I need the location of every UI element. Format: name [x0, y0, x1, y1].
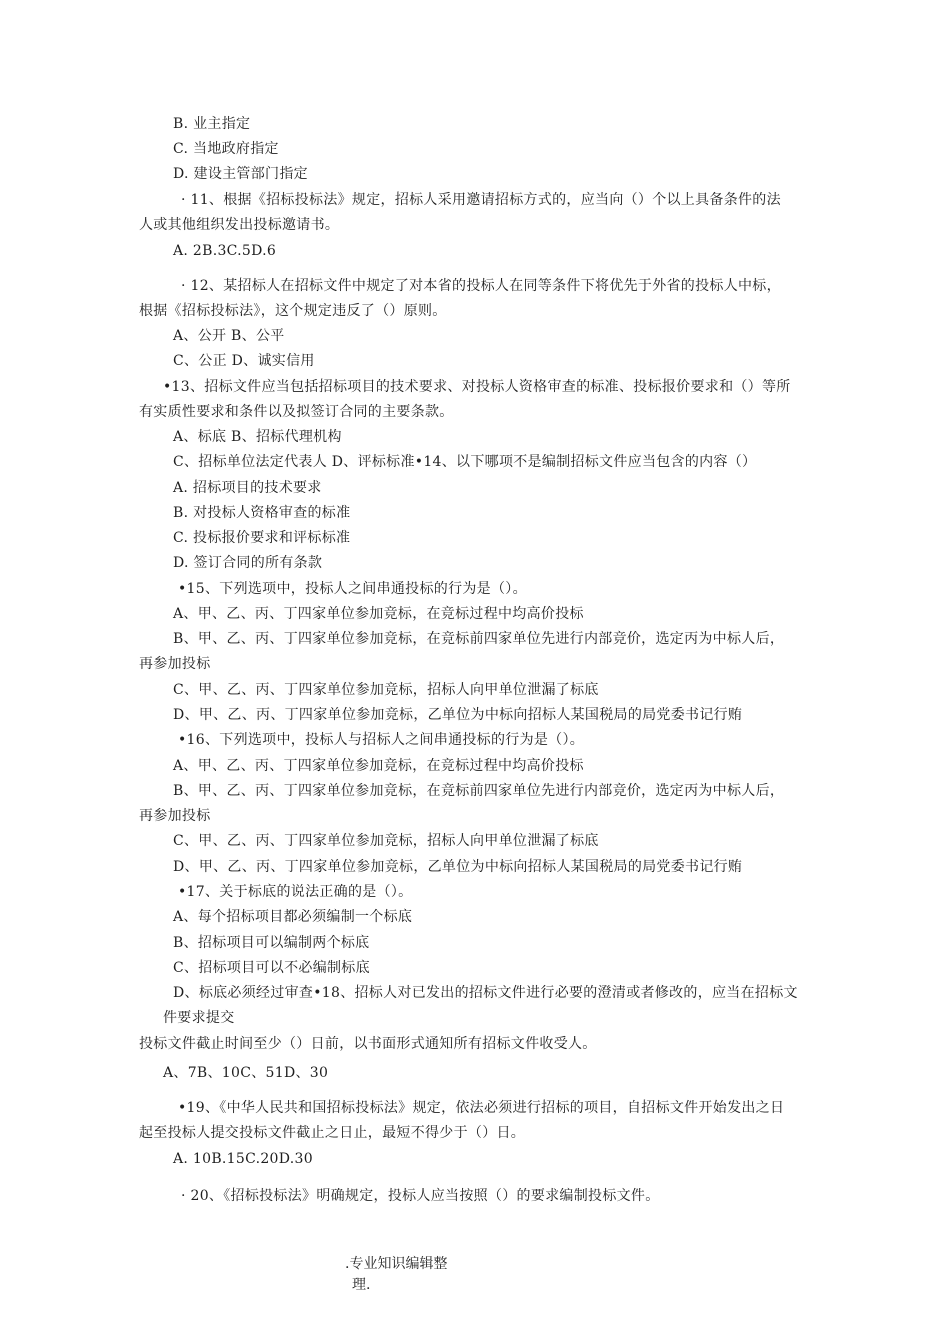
- text-line: A、每个招标项目都必须编制一个标底: [173, 909, 413, 925]
- text-line: A、甲、乙、丙、丁四家单位参加竞标，在竞标过程中均高价投标: [173, 758, 584, 774]
- text-line: 有实质性要求和条件以及拟签订合同的主要条款。: [139, 404, 454, 420]
- text-line: •15、下列选项中，投标人之间串通投标的行为是（）。: [178, 581, 527, 597]
- text-line: 投标文件截止时间至少（）日前，以书面形式通知所有招标文件收受人。: [139, 1036, 597, 1052]
- text-line: · 12、某招标人在招标文件中规定了对本省的投标人在同等条件下将优先于外省的投标人中标，: [181, 278, 781, 294]
- text-line: A、甲、乙、丙、丁四家单位参加竞标，在竞标过程中均高价投标: [173, 606, 584, 622]
- text-line: •16、下列选项中，投标人与招标人之间串通投标的行为是（）。: [178, 732, 585, 748]
- text-line: 再参加投标: [139, 656, 211, 672]
- text-line: D. 建设主管部门指定: [173, 166, 308, 182]
- text-line: A. 10B.15C.20D.30: [173, 1151, 313, 1167]
- text-line: 再参加投标: [139, 808, 211, 824]
- text-line: A. 2B.3C.5D.6: [173, 243, 277, 259]
- text-line: D. 签订合同的所有条款: [173, 555, 323, 571]
- text-line: A、公开 B、公平: [173, 328, 285, 344]
- text-line: C、招标项目可以不必编制标底: [173, 960, 370, 976]
- text-line: 人或其他组织发出投标邀请书。: [139, 217, 340, 233]
- text-line: C、公正 D、诚实信用: [173, 353, 315, 369]
- text-line: 件要求提交: [163, 1010, 235, 1026]
- text-line: B. 对投标人资格审查的标准: [173, 505, 351, 521]
- text-line: 起至投标人提交投标文件截止之日止，最短不得少于（）日。: [139, 1125, 526, 1141]
- text-line: B、甲、乙、丙、丁四家单位参加竞标，在竞标前四家单位先进行内部竞价，选定丙为中标人后，: [173, 783, 785, 799]
- text-line: C、甲、乙、丙、丁四家单位参加竞标，招标人向甲单位泄漏了标底: [173, 682, 599, 698]
- footer-text: 理.: [352, 1277, 371, 1293]
- text-line: C、招标单位法定代表人 D、评标标准•14、以下哪项不是编制招标文件应当包含的内容（）: [173, 454, 757, 470]
- text-line: B、招标项目可以编制两个标底: [173, 935, 370, 951]
- text-line: A. 招标项目的技术要求: [173, 480, 322, 496]
- text-line: B、甲、乙、丙、丁四家单位参加竞标，在竞标前四家单位先进行内部竞价，选定丙为中标人后，: [173, 631, 785, 647]
- text-line: C. 当地政府指定: [173, 141, 279, 157]
- text-line: •19、《中华人民共和国招标投标法》规定，依法必须进行招标的项目，自招标文件开始发出之日: [178, 1100, 785, 1116]
- text-line: A、标底 B、招标代理机构: [173, 429, 342, 445]
- text-line: •13、招标文件应当包括招标项目的技术要求、对投标人资格审查的标准、投标报价要求和（）等所: [163, 379, 791, 395]
- text-line: D、标底必须经过审查•18、招标人对已发出的招标文件进行必要的澄清或者修改的，应当在招标文: [173, 985, 798, 1001]
- text-line: D、甲、乙、丙、丁四家单位参加竞标，乙单位为中标向招标人某国税局的局党委书记行贿: [173, 707, 743, 723]
- text-line: •17、关于标底的说法正确的是（）。: [178, 884, 413, 900]
- text-line: · 11、根据《招标投标法》规定，招标人采用邀请招标方式的，应当向（）个以上具备条件的法: [181, 192, 781, 208]
- text-line: C. 投标报价要求和评标标准: [173, 530, 351, 546]
- text-line: B. 业主指定: [173, 116, 251, 132]
- footer-text: .专业知识编辑整: [345, 1256, 448, 1272]
- text-line: · 20、《招标投标法》明确规定，投标人应当按照（）的要求编制投标文件。: [181, 1188, 660, 1204]
- text-line: 根据《招标投标法》，这个规定违反了（）原则。: [139, 303, 447, 319]
- text-line: C、甲、乙、丙、丁四家单位参加竞标，招标人向甲单位泄漏了标底: [173, 833, 599, 849]
- text-line: D、甲、乙、丙、丁四家单位参加竞标，乙单位为中标向招标人某国税局的局党委书记行贿: [173, 859, 743, 875]
- text-line: A、7B、10C、51D、30: [163, 1065, 329, 1081]
